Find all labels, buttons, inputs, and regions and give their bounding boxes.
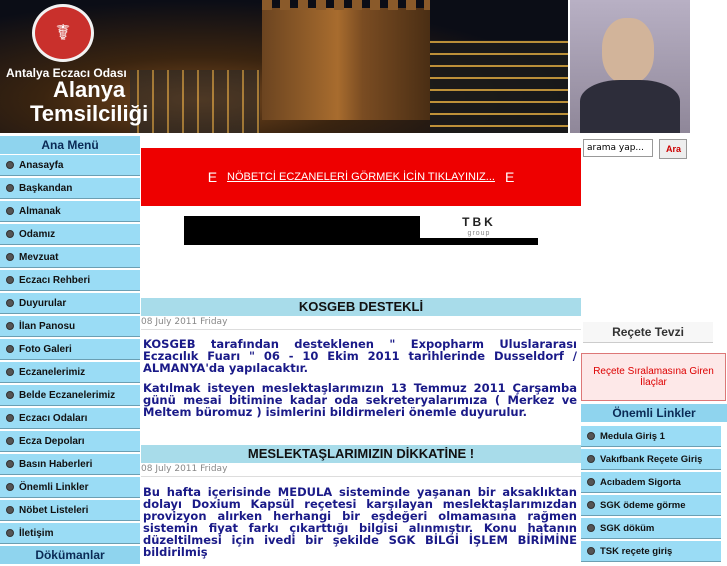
link-item[interactable] xyxy=(581,472,721,493)
branch-title-line1: Alanya xyxy=(53,77,126,102)
bullet-icon xyxy=(587,432,595,440)
prescription-drugs-link[interactable]: Reçete Sıralamasına Giren İlaçlar xyxy=(581,353,726,401)
bullet-icon xyxy=(6,506,14,514)
bullet-icon xyxy=(6,230,14,238)
duty-mark-right: E xyxy=(504,169,515,185)
news-paragraph: Bu hafta içerisinde MEDULA sisteminde yaşanan bir aksaklıktan dolayı Doxium Kapsül reçetesi karşılayan meslektaşlarımızdan provizyon alırken herhangi bir eşdeğeri olmamasına rağmen sistemin fiyat farkı çıkarttığı bilgisi alınmıştır. Konu hatanın düzeltilmesi için ivedi bir şekilde SGK BİLGİ İŞLEM BİRİMİNE bildirilmiş xyxy=(143,485,577,559)
link-item[interactable] xyxy=(581,495,721,516)
duty-pharmacy-link[interactable]: NÖBETCİ ECZANELERİ GÖRMEK İCİN TIKLAYINIZ... xyxy=(227,171,495,183)
menu-item-label: Belde Eczanelerimiz xyxy=(19,389,116,401)
menu-item-label: Mevzuat xyxy=(19,251,59,263)
banner-logo-text: TBK xyxy=(462,216,496,229)
documents-section-title: Dökümanlar xyxy=(0,546,140,565)
bullet-icon xyxy=(6,414,14,422)
menu-item-label: Foto Galeri xyxy=(19,343,72,355)
menu-item[interactable] xyxy=(0,316,140,337)
menu-item-label: Ecza Depoları xyxy=(19,435,85,447)
bullet-icon xyxy=(6,391,14,399)
bullet-icon xyxy=(6,322,14,330)
bullet-icon xyxy=(6,207,14,215)
news-title[interactable]: MESLEKTAŞLARIMIZIN DİKKATİNE ! xyxy=(141,445,581,463)
link-item[interactable] xyxy=(581,449,721,470)
link-item[interactable] xyxy=(581,426,721,447)
duty-pharmacy-banner xyxy=(141,148,581,206)
menu-item[interactable] xyxy=(0,385,140,406)
link-item[interactable] xyxy=(581,518,721,539)
menu-item-label: Almanak xyxy=(19,205,61,217)
menu-item[interactable] xyxy=(0,408,140,429)
menu-item[interactable] xyxy=(0,201,140,222)
menu-item[interactable] xyxy=(0,293,140,314)
menu-item[interactable] xyxy=(0,523,140,544)
menu-item-label: Önemli Linkler xyxy=(19,481,89,493)
menu-item[interactable] xyxy=(0,500,140,521)
left-menu xyxy=(0,136,140,565)
site-header xyxy=(0,0,727,133)
menu-title: Ana Menü xyxy=(0,136,140,155)
news-body xyxy=(143,338,577,426)
menu-item[interactable] xyxy=(0,339,140,360)
portrait-image xyxy=(568,0,692,133)
menu-item-label: İletişim xyxy=(19,527,54,539)
menu-item[interactable] xyxy=(0,178,140,199)
news-paragraph: KOSGEB tarafından desteklenen " Expopharm Uluslararası Eczacılık Fuarı " 06 - 10 Ekim 2011 tarihlerinde Dusseldorf / ALMANYA'da yapılacaktır. xyxy=(143,337,577,375)
menu-item-label: Odamız xyxy=(19,228,56,240)
bullet-icon xyxy=(587,524,595,532)
bullet-icon xyxy=(587,455,595,463)
link-item-label: TSK reçete giriş xyxy=(600,545,673,557)
menu-item[interactable] xyxy=(0,224,140,245)
menu-item[interactable] xyxy=(0,477,140,498)
bullet-icon xyxy=(6,345,14,353)
branch-title xyxy=(30,78,148,126)
city-buildings xyxy=(430,40,568,133)
branch-title-line2: Temsilciliği xyxy=(30,101,149,126)
news-body xyxy=(143,486,577,566)
bullet-icon xyxy=(6,368,14,376)
duty-mark-left: E xyxy=(207,169,218,185)
menu-item[interactable] xyxy=(0,454,140,475)
bullet-icon xyxy=(6,437,14,445)
portrait-coat xyxy=(580,80,680,133)
menu-item-label: Duyurular xyxy=(19,297,67,309)
link-item-label: Acıbadem Sigorta xyxy=(600,476,681,488)
menu-item-label: Eczacı Odaları xyxy=(19,412,88,424)
pharmacy-emblem-icon[interactable]: ☤ xyxy=(32,4,94,62)
important-links-title: Önemli Linkler xyxy=(581,404,727,422)
ad-banner[interactable] xyxy=(184,216,538,245)
link-item-label: SGK döküm xyxy=(600,522,655,534)
menu-item[interactable] xyxy=(0,362,140,383)
portrait-face xyxy=(602,18,654,84)
bullet-icon xyxy=(587,501,595,509)
news-paragraph: Katılmak isteyen meslektaşlarımızın 13 Temmuz 2011 Çarşamba günü mesai bitimine kadar oda sekreteryalarımıza ( Merkez ve Meltem büromuz ) isimlerini bildirmeleri önemle duyurulur. xyxy=(143,381,577,419)
banner-logo xyxy=(420,216,538,238)
bullet-icon xyxy=(6,161,14,169)
search-button[interactable]: Ara xyxy=(659,139,687,159)
link-item[interactable] xyxy=(581,541,721,562)
banner-logo-sub: group xyxy=(467,230,491,237)
bullet-icon xyxy=(6,184,14,192)
org-name: Antalya Eczacı Odası xyxy=(6,66,127,80)
bullet-icon xyxy=(6,253,14,261)
bullet-icon xyxy=(587,547,595,555)
header-spacer xyxy=(690,0,727,133)
menu-item[interactable] xyxy=(0,431,140,452)
menu-item[interactable] xyxy=(0,270,140,291)
bullet-icon xyxy=(6,299,14,307)
link-item-label: Vakıfbank Reçete Giriş xyxy=(600,453,703,465)
bullet-icon xyxy=(6,483,14,491)
link-item-label: Medula Giriş 1 xyxy=(600,430,665,442)
search-input[interactable] xyxy=(583,139,653,157)
prescription-distribution-title: Reçete Tevzi xyxy=(583,322,713,343)
bullet-icon xyxy=(6,276,14,284)
castle-tower xyxy=(262,8,430,120)
city-lights xyxy=(130,70,260,133)
news-title[interactable]: KOSGEB DESTEKLİ xyxy=(141,298,581,316)
menu-item[interactable] xyxy=(0,247,140,268)
menu-item[interactable] xyxy=(0,155,140,176)
menu-item-label: Basın Haberleri xyxy=(19,458,93,470)
menu-item-label: Anasayfa xyxy=(19,159,64,171)
menu-item-label: Eczacı Rehberi xyxy=(19,274,91,286)
bullet-icon xyxy=(6,460,14,468)
news-date: 08 July 2011 Friday xyxy=(141,317,581,330)
bullet-icon xyxy=(587,478,595,486)
link-item-label: SGK ödeme görme xyxy=(600,499,686,511)
bullet-icon xyxy=(6,529,14,537)
menu-item-label: Eczanelerimiz xyxy=(19,366,86,378)
news-date: 08 July 2011 Friday xyxy=(141,464,581,477)
menu-item-label: Başkandan xyxy=(19,182,73,194)
menu-item-label: İlan Panosu xyxy=(19,320,76,332)
menu-item-label: Nöbet Listeleri xyxy=(19,504,89,516)
